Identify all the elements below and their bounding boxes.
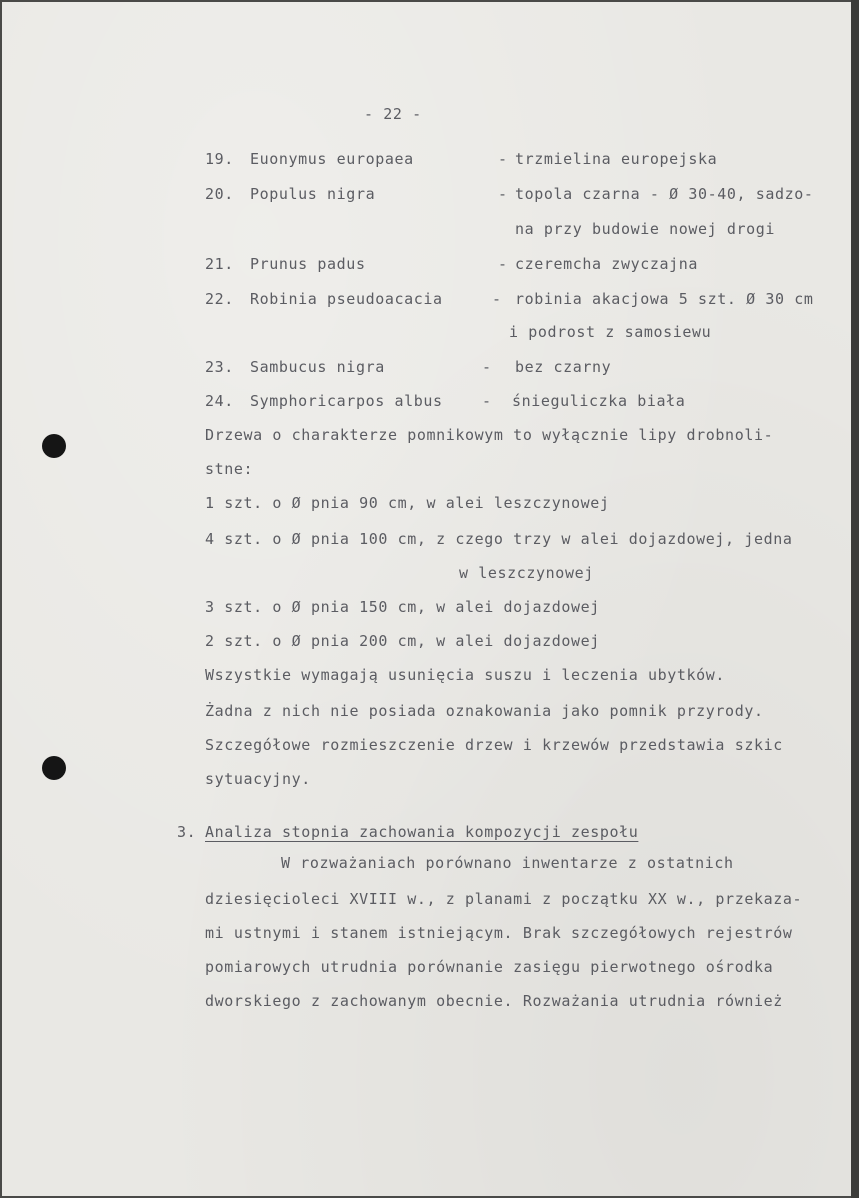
species-19-latin: Euonymus europaea [250, 150, 414, 168]
species-20-dash: - [498, 185, 508, 203]
section-number: 3. [177, 823, 197, 841]
tree-item-3: 3 szt. o Ø pnia 150 cm, w alei dojazdowej [205, 598, 600, 616]
species-23-latin: Sambucus nigra [250, 358, 385, 376]
species-22-polish-cont: i podrost z samosiewu [509, 323, 712, 341]
species-24-dash: - [482, 392, 492, 410]
page-number: - 22 - [364, 105, 422, 123]
paragraph-line: Szczegółowe rozmieszczenie drzew i krzewów przedstawia szkic [205, 736, 783, 754]
species-20-number: 20. [205, 185, 234, 203]
paragraph-line: Wszystkie wymagają usunięcia suszu i leczenia ubytków. [205, 666, 726, 684]
section-body-line: W rozważaniach porównano inwentarze z ostatnich [281, 854, 734, 872]
species-20-polish-cont: na przy budowie nowej drogi [515, 220, 776, 238]
species-23-number: 23. [205, 358, 234, 376]
species-23-dash: - [482, 358, 492, 376]
section-heading: Analiza stopnia zachowania kompozycji zespołu [205, 823, 639, 841]
section-body-line: pomiarowych utrudnia porównanie zasięgu pierwotnego ośrodka [205, 958, 774, 976]
species-23-polish: bez czarny [515, 358, 612, 376]
tree-item-4: 2 szt. o Ø pnia 200 cm, w alei dojazdowej [205, 632, 600, 650]
species-21-dash: - [498, 255, 508, 273]
punch-hole-top [42, 434, 66, 458]
species-22-latin: Robinia pseudoacacia [250, 290, 443, 308]
species-24-polish: śnieguliczka biała [512, 392, 686, 410]
tree-item-2-cont: w leszczynowej [459, 564, 594, 582]
species-21-latin: Prunus padus [250, 255, 366, 273]
section-body-line: mi ustnymi i stanem istniejącym. Brak szczegółowych rejestrów [205, 924, 793, 942]
punch-hole-bottom [42, 756, 66, 780]
scan-edge [851, 0, 859, 1198]
monument-intro-line-1: Drzewa o charakterze pomnikowym to wyłącznie lipy drobnoli- [205, 426, 774, 444]
species-21-number: 21. [205, 255, 234, 273]
species-19-dash: - [498, 150, 508, 168]
species-19-polish: trzmielina europejska [515, 150, 718, 168]
document-page [2, 2, 851, 1196]
species-22-dash: - [492, 290, 502, 308]
species-24-latin: Symphoricarpos albus [250, 392, 443, 410]
paragraph-line: Żadna z nich nie posiada oznakowania jako pomnik przyrody. [205, 702, 764, 720]
species-22-polish: robinia akacjowa 5 szt. Ø 30 cm [515, 290, 814, 308]
species-24-number: 24. [205, 392, 234, 410]
species-19-number: 19. [205, 150, 234, 168]
section-body-line: dziesięcioleci XVIII w., z planami z początku XX w., przekaza- [205, 890, 803, 908]
species-21-polish: czeremcha zwyczajna [515, 255, 698, 273]
tree-item-2: 4 szt. o Ø pnia 100 cm, z czego trzy w alei dojazdowej, jedna [205, 530, 793, 548]
species-20-polish: topola czarna - Ø 30-40, sadzo- [515, 185, 814, 203]
species-20-latin: Populus nigra [250, 185, 376, 203]
species-22-number: 22. [205, 290, 234, 308]
paragraph-line: sytuacyjny. [205, 770, 311, 788]
section-body-line: dworskiego z zachowanym obecnie. Rozważania utrudnia również [205, 992, 783, 1010]
tree-item-1: 1 szt. o Ø pnia 90 cm, w alei leszczynowej [205, 494, 610, 512]
monument-intro-line-2: stne: [205, 460, 254, 478]
